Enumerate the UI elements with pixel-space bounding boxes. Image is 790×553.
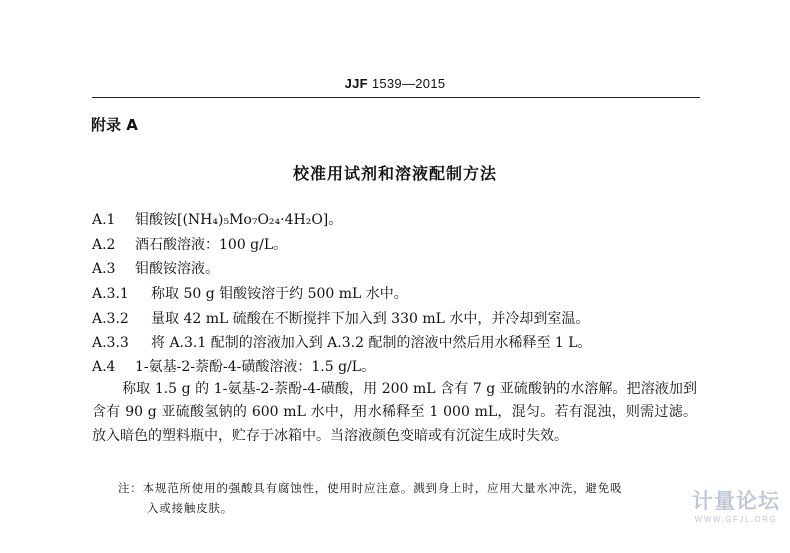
section-title: 校准用试剂和溶液配制方法 [292, 164, 497, 183]
item-text: 将 A.3.1 配制的溶液加入到 A.3.2 配制的溶液中然后用水稀释至 1 L。 [151, 335, 592, 351]
item-text: 量取 42 mL 硫酸在不断搅拌下加入到 330 mL 水中，并冷却到室温。 [151, 311, 590, 327]
item-text: 1-氨基-2-萘酚-4-磺酸溶液：1.5 g/L。 [135, 359, 376, 375]
note-line-2: 入或接触皮肤。 [147, 501, 234, 515]
paragraph-text: 称取 1.5 g 的 1-氨基-2-萘酚-4-磺酸，用 200 mL 含有 7 g 亚硫酸钠的水溶解。把溶液加到含有 90 g 亚硫酸氢钠的 600 mL 水中，用水稀释至 1 000 mL，混匀。若有混浊，则需过滤。放入暗色的塑料瓶中，贮存于冰箱中。当溶液颜色变暗或有沉淀生成时失效。 [92, 381, 697, 444]
item-number: A.3.2 [92, 311, 129, 327]
item-number: A.3 [92, 261, 116, 277]
note-label: 注： [118, 481, 143, 495]
note-line-1: 本规范所使用的强酸具有腐蚀性，使用时应注意。溅到身上时，应用大量水冲洗，避免吸 [142, 481, 623, 495]
item-a4 [92, 357, 375, 377]
item-a1 [92, 210, 342, 230]
watermark-logo [692, 485, 780, 524]
header-divider [92, 97, 700, 98]
item-a3-1 [92, 284, 408, 304]
item-number: A.4 [92, 359, 116, 375]
item-text: 酒石酸溶液：100 g/L。 [135, 237, 288, 253]
watermark-text: 计量论坛 [692, 489, 780, 513]
item-text: 称取 50 g 钼酸铵溶于约 500 mL 水中。 [151, 286, 408, 302]
item-text: 钼酸铵[(NH₄)₅Mo₇O₂₄·4H₂O]。 [135, 212, 343, 228]
appendix-label: 附录 A [91, 116, 138, 134]
item-number: A.2 [92, 237, 116, 253]
item-number: A.1 [92, 212, 116, 228]
item-text: 钼酸铵溶液。 [135, 261, 219, 277]
standard-number: 1539—2015 [371, 76, 446, 91]
item-number: A.3.3 [92, 335, 129, 351]
procedure-paragraph [92, 378, 697, 448]
standard-header [0, 76, 790, 91]
item-a2 [92, 235, 287, 255]
item-number: A.3.1 [92, 286, 129, 302]
safety-note [118, 478, 693, 518]
item-a3-2 [92, 309, 589, 329]
standard-code: JJF [344, 76, 368, 91]
item-a3-3 [92, 333, 592, 353]
watermark-url: WWW.GFJL.ORG [694, 515, 778, 524]
item-a3 [92, 259, 219, 279]
